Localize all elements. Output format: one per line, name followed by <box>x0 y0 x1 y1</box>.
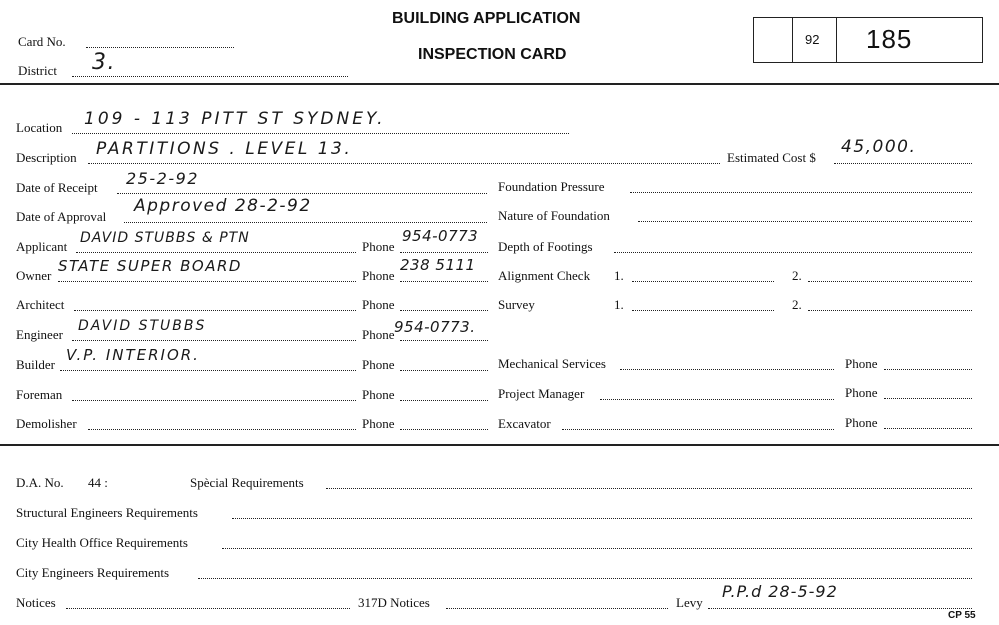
architect-phone-label: Phone <box>362 297 395 312</box>
engineer-phone-value: 954-0773. <box>394 318 476 336</box>
city-health-field[interactable] <box>222 548 972 549</box>
estimated-cost-field[interactable] <box>834 163 972 164</box>
date-of-approval-value: Approved 28-2-92 <box>134 196 312 216</box>
section-divider <box>0 444 999 446</box>
survey-item-1: 1. <box>614 297 624 312</box>
location-value: 109 - 113 PITT ST SYDNEY. <box>84 109 386 129</box>
date-of-approval-label: Date of Approval <box>16 209 107 224</box>
demolisher-phone-field[interactable] <box>400 429 488 430</box>
excavator-phone-field[interactable] <box>884 428 972 429</box>
date-of-approval-field[interactable] <box>124 222 487 223</box>
alignment-check-item-1: 1. <box>614 268 624 283</box>
mechanical-services-label: Mechanical Services <box>498 356 606 371</box>
owner-label: Owner <box>16 268 52 283</box>
date-of-receipt-label: Date of Receipt <box>16 180 98 195</box>
levy-value: P.P.d 28-5-92 <box>722 582 838 601</box>
box-divider <box>792 18 793 62</box>
project-manager-field[interactable] <box>600 399 834 400</box>
builder-value: V.P. INTERIOR. <box>66 346 200 364</box>
city-health-label: City Health Office Requirements <box>16 535 188 550</box>
engineer-value: DAVID STUBBS <box>78 318 207 334</box>
description-label: Description <box>16 150 77 165</box>
owner-value: STATE SUPER BOARD <box>58 257 242 275</box>
city-engineers-field[interactable] <box>198 578 972 579</box>
header-divider <box>0 83 999 85</box>
builder-phone-field[interactable] <box>400 370 488 371</box>
card-number: 185 <box>866 24 913 54</box>
owner-phone-label: Phone <box>362 268 395 283</box>
da-no-label: D.A. No. <box>16 475 64 490</box>
card-no-label: Card No. <box>18 34 66 49</box>
owner-phone-value: 238 5111 <box>400 256 476 274</box>
levy-field[interactable] <box>708 608 972 609</box>
notices-field[interactable] <box>66 608 350 609</box>
survey-field-1[interactable] <box>632 310 774 311</box>
estimated-cost-value: 45,000. <box>841 137 917 157</box>
architect-label: Architect <box>16 297 65 312</box>
box-divider <box>836 18 837 62</box>
year-code: 92 <box>805 32 820 47</box>
city-engineers-label: City Engineers Requirements <box>16 565 170 580</box>
demolisher-field[interactable] <box>88 429 356 430</box>
project-manager-label: Project Manager <box>498 386 585 401</box>
special-requirements-field[interactable] <box>326 488 972 489</box>
applicant-field[interactable] <box>76 252 356 253</box>
nature-of-foundation-label: Nature of Foundation <box>498 208 610 223</box>
district-field[interactable] <box>72 76 348 77</box>
owner-phone-field[interactable] <box>400 281 488 282</box>
description-value: PARTITIONS . LEVEL 13. <box>96 139 353 159</box>
applicant-phone-label: Phone <box>362 239 395 254</box>
alignment-check-field-1[interactable] <box>632 281 774 282</box>
notices-label: Notices <box>16 595 56 610</box>
engineer-phone-field[interactable] <box>400 340 488 341</box>
applicant-label: Applicant <box>16 239 68 254</box>
foreman-phone-field[interactable] <box>400 400 488 401</box>
structural-engineers-label: Structural Engineers Requirements <box>16 505 198 520</box>
depth-of-footings-field[interactable] <box>614 252 972 253</box>
description-field[interactable] <box>88 163 720 164</box>
excavator-field[interactable] <box>562 429 834 430</box>
levy-label: Levy <box>676 595 703 610</box>
location-field[interactable] <box>72 133 569 134</box>
alignment-check-field-2[interactable] <box>808 281 972 282</box>
applicant-phone-field[interactable] <box>400 252 488 253</box>
location-label: Location <box>16 120 63 135</box>
district-label: District <box>18 63 57 78</box>
project-manager-phone-label: Phone <box>845 385 878 400</box>
card-no-field[interactable] <box>86 47 234 48</box>
builder-label: Builder <box>16 357 55 372</box>
demolisher-label: Demolisher <box>16 416 77 431</box>
foreman-field[interactable] <box>72 400 356 401</box>
engineer-phone-label: Phone <box>362 327 395 342</box>
foundation-pressure-label: Foundation Pressure <box>498 179 605 194</box>
builder-phone-label: Phone <box>362 357 395 372</box>
depth-of-footings-label: Depth of Footings <box>498 239 593 254</box>
page-title: BUILDING APPLICATION <box>392 10 581 27</box>
estimated-cost-label: Estimated Cost $ <box>727 150 816 165</box>
survey-label: Survey <box>498 297 535 312</box>
foundation-pressure-field[interactable] <box>630 192 972 193</box>
engineer-label: Engineer <box>16 327 63 342</box>
mechanical-services-field[interactable] <box>620 369 834 370</box>
date-of-receipt-value: 25-2-92 <box>126 169 199 188</box>
form-code: CP 55 <box>948 610 976 621</box>
page-subtitle: INSPECTION CARD <box>418 46 567 63</box>
survey-field-2[interactable] <box>808 310 972 311</box>
structural-engineers-field[interactable] <box>232 518 972 519</box>
applicant-phone-value: 954-0773 <box>402 227 479 245</box>
alignment-check-item-2: 2. <box>792 268 802 283</box>
excavator-label: Excavator <box>498 416 551 431</box>
excavator-phone-label: Phone <box>845 415 878 430</box>
engineer-field[interactable] <box>72 340 356 341</box>
architect-field[interactable] <box>74 310 356 311</box>
notices-317d-label: 317D Notices <box>358 595 430 610</box>
foreman-phone-label: Phone <box>362 387 395 402</box>
card-number-box <box>753 17 983 63</box>
date-of-receipt-field[interactable] <box>117 193 487 194</box>
architect-phone-field[interactable] <box>400 310 488 311</box>
project-manager-phone-field[interactable] <box>884 398 972 399</box>
survey-item-2: 2. <box>792 297 802 312</box>
da-no-value: 44 : <box>88 475 108 490</box>
foreman-label: Foreman <box>16 387 63 402</box>
owner-field[interactable] <box>58 281 356 282</box>
district-value: 3. <box>92 50 116 75</box>
notices-317d-field[interactable] <box>446 608 668 609</box>
nature-of-foundation-field[interactable] <box>638 221 972 222</box>
alignment-check-label: Alignment Check <box>498 268 591 283</box>
mechanical-services-phone-field[interactable] <box>884 369 972 370</box>
special-requirements-label: Spècial Requirements <box>190 475 304 490</box>
applicant-value: DAVID STUBBS & PTN <box>80 230 250 246</box>
builder-field[interactable] <box>60 370 356 371</box>
mechanical-services-phone-label: Phone <box>845 356 878 371</box>
demolisher-phone-label: Phone <box>362 416 395 431</box>
